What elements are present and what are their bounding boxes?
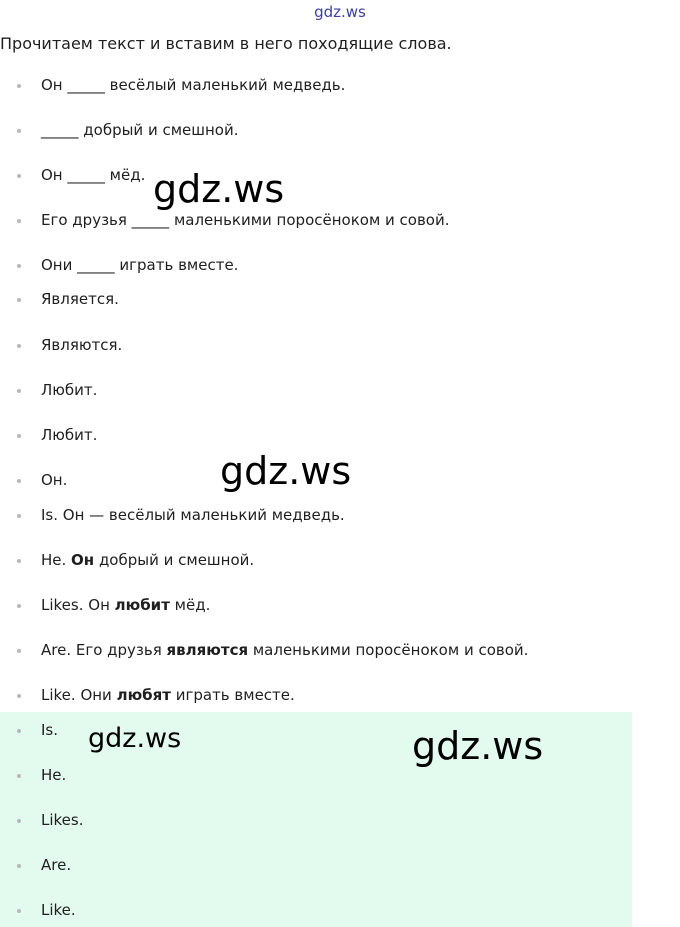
- text-segment: Likes. Он: [41, 596, 115, 614]
- bold-word: любит: [114, 596, 170, 614]
- text-segment: Его друзья _____ маленькими поросёноком и совой.: [41, 211, 450, 229]
- bold-word: любят: [116, 686, 171, 704]
- bullet-dot: [17, 264, 21, 268]
- bullet-dot: [17, 729, 21, 733]
- text-segment: Is. Он — весёлый маленький медведь.: [41, 506, 345, 524]
- list-item-text: [41, 899, 76, 921]
- bold-word: Он: [71, 551, 95, 569]
- bullet-dot: [17, 649, 21, 653]
- text-segment: Любит.: [41, 381, 98, 399]
- list-item-text: [41, 549, 254, 571]
- text-segment: Он _____ весёлый маленький медведь.: [41, 76, 346, 94]
- list-item-text: [41, 254, 238, 276]
- text-segment: Он _____ мёд.: [41, 166, 146, 184]
- text-segment: Are. Его друзья: [41, 641, 167, 659]
- bullet-dot: [17, 84, 21, 88]
- bullet-dot: [17, 298, 21, 302]
- watermark: gdz.ws: [88, 723, 182, 754]
- site-link[interactable]: gdz.ws: [314, 3, 366, 21]
- list-item-text: [41, 469, 67, 491]
- text-segment: Are.: [41, 856, 72, 874]
- watermark: gdz.ws: [153, 167, 285, 211]
- text-segment: Is.: [41, 721, 59, 739]
- text-segment: Являются.: [41, 336, 123, 354]
- text-segment: Likes.: [41, 811, 84, 829]
- text-segment: Любит.: [41, 426, 98, 444]
- list-item-text: [41, 74, 345, 96]
- text-segment: добрый и смешной.: [94, 551, 255, 569]
- bullet-dot: [17, 389, 21, 393]
- bullet-dot: [17, 774, 21, 778]
- list-item-text: [41, 809, 84, 831]
- bold-word: являются: [166, 641, 249, 659]
- bullet-dot: [17, 174, 21, 178]
- bullet-dot: [17, 694, 21, 698]
- list-item-text: [41, 334, 122, 356]
- list-item-text: [41, 764, 66, 786]
- list-item-text: [41, 639, 528, 661]
- bullet-dot: [17, 514, 21, 518]
- text-segment: Like.: [41, 901, 76, 919]
- bullet-dot: [17, 479, 21, 483]
- text-segment: мёд.: [169, 596, 211, 614]
- bullet-dot: [17, 604, 21, 608]
- text-segment: He.: [41, 766, 67, 784]
- bullet-dot: [17, 819, 21, 823]
- list-item-text: [41, 504, 345, 526]
- text-segment: Он.: [41, 471, 68, 489]
- list-item-text: [41, 684, 295, 706]
- list-item-text: [41, 594, 210, 616]
- text-segment: играть вместе.: [170, 686, 295, 704]
- text-segment: He.: [41, 551, 72, 569]
- watermark: gdz.ws: [412, 724, 544, 768]
- list-item-text: [41, 119, 238, 141]
- text-segment: Они _____ играть вместе.: [41, 256, 239, 274]
- text-segment: _____ добрый и смешной.: [41, 121, 239, 139]
- list-item-text: [41, 719, 58, 741]
- text-segment: маленькими поросёноком и совой.: [248, 641, 529, 659]
- bullet-dot: [17, 434, 21, 438]
- list-item-text: [41, 854, 71, 876]
- text-segment: Like. Они: [41, 686, 117, 704]
- list-item-text: [41, 209, 450, 231]
- bullet-dot: [17, 559, 21, 563]
- bullet-dot: [17, 864, 21, 868]
- watermark: gdz.ws: [220, 449, 352, 493]
- bullet-dot: [17, 344, 21, 348]
- bullet-dot: [17, 129, 21, 133]
- bullet-dot: [17, 909, 21, 913]
- intro-text: Прочитаем текст и вставим в него походящие слова.: [0, 34, 452, 53]
- list-item-text: [41, 424, 97, 446]
- bullet-dot: [17, 219, 21, 223]
- list-item-text: [41, 379, 97, 401]
- list-item-text: [41, 288, 119, 310]
- text-segment: Является.: [41, 290, 119, 308]
- list-item-text: [41, 164, 145, 186]
